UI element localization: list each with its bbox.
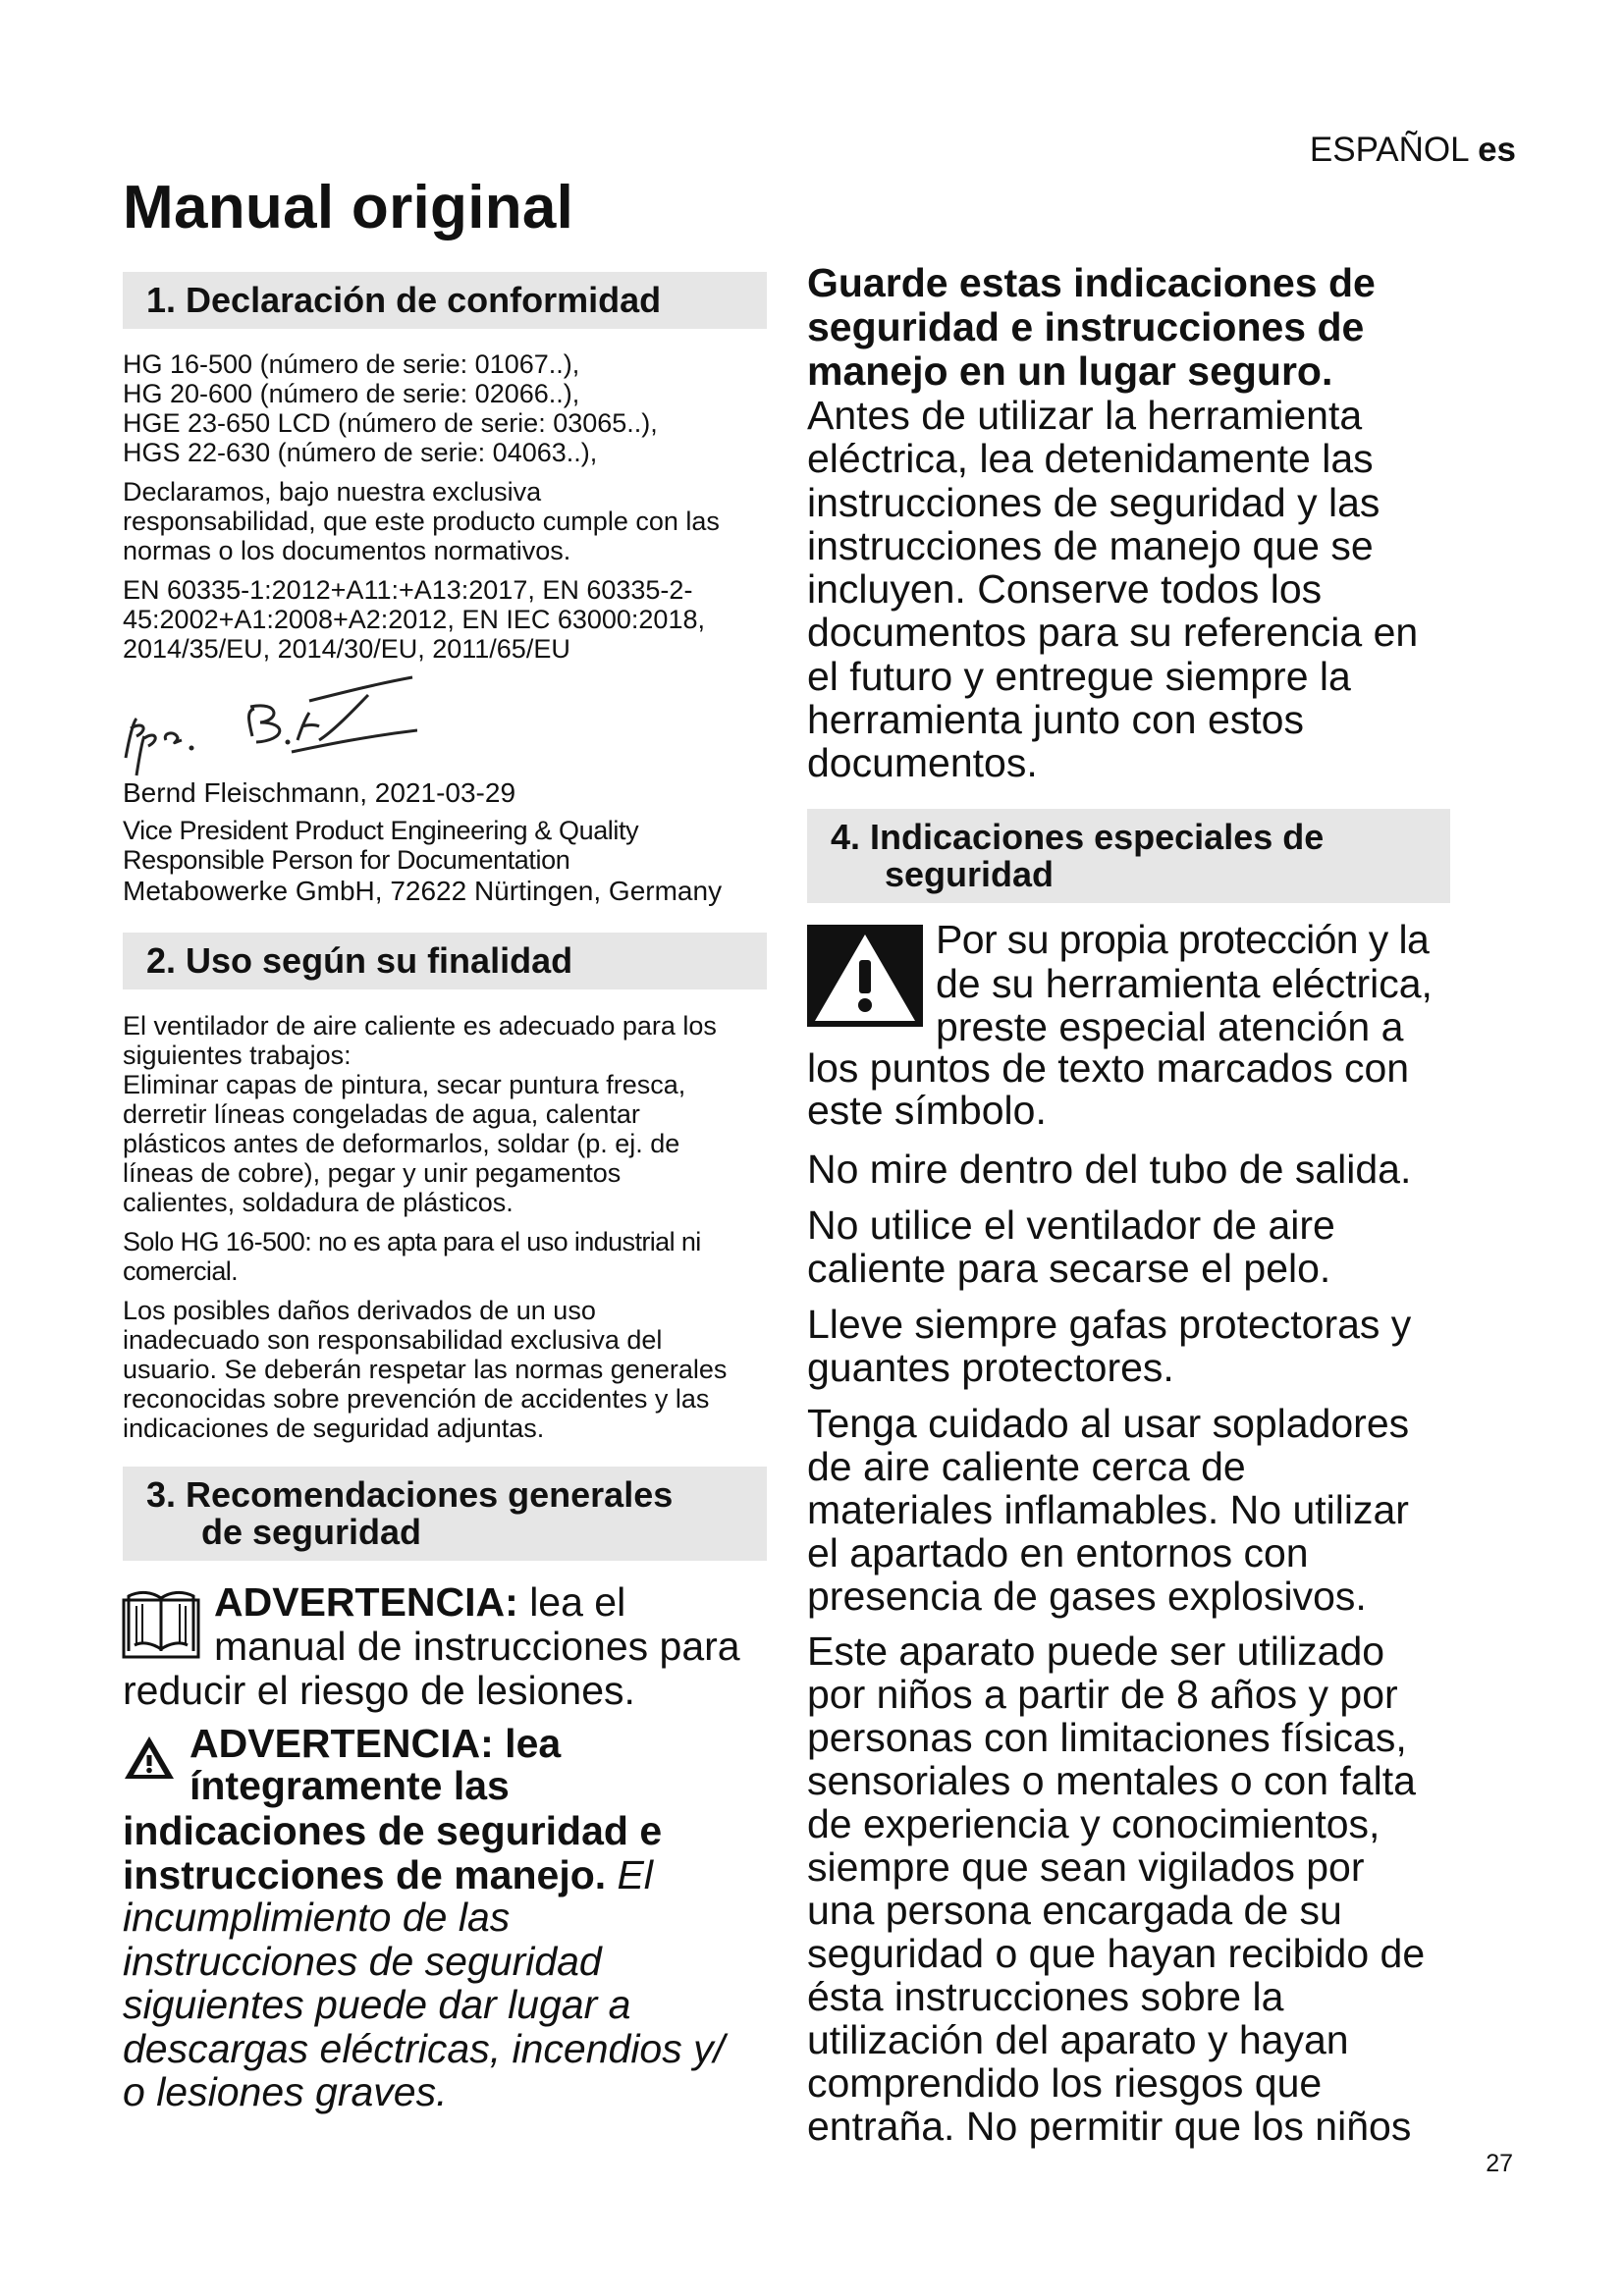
warning-manual-line2: manual de instrucciones para (214, 1624, 740, 1669)
intended-use-text: El ventilador de aire caliente es adecuado para los siguientes trabajos: Eliminar capas de pintura, secar puntura fresca, derretir líneas congeladas de agua, calentar plásticos antes de deformarlos, soldar (p. ej. de líneas de cobre), pegar y unir pegamentos calientes, soldadura de plásticos. (123, 1011, 717, 1217)
warning-manual-line3: reducir el riesgo de lesiones. (123, 1668, 635, 1713)
model-list: HG 16-500 (número de serie: 01067..), HG 20-600 (número de serie: 02066..), HGE 23-650 LCD (número de serie: 03065..), HGS 22-630 (número de serie: 04063..), (123, 349, 658, 467)
symbol-note-rest: los puntos de texto marcados con este símbolo. (807, 1045, 1410, 1133)
warning-safety-line4 (123, 1853, 653, 1897)
liability-note: Los posibles daños derivados de un uso inadecuado son responsabilidad exclusiva del usuario. Se deberán respetar las normas generales reconocidas sobre prevención de accidentes y las indicaciones de seguridad adjuntas. (123, 1296, 728, 1443)
standards-list: EN 60335-1:2012+A11:+A13:2017, EN 60335-2- 45:2002+A1:2008+A2:2012, EN IEC 63000:2018, 2014/35/EU, 2014/30/EU, 2011/65/EU (123, 575, 705, 664)
heading-line: seguridad (885, 854, 1055, 894)
heading-line: 3. Recomendaciones generales (146, 1474, 674, 1515)
signer-name-date: Bernd Fleischmann, 2021-03-29 (123, 777, 516, 808)
warning-text: lea el (517, 1579, 626, 1625)
keep-instructions-heading: Guarde estas indicaciones de seguridad e instrucciones de manejo en un lugar seguro. (807, 260, 1376, 394)
warning-safety-bold-end: instrucciones de manejo. (123, 1852, 607, 1897)
symbol-note-line1: Por su propia protección y la (936, 917, 1430, 962)
language-label (1310, 131, 1516, 170)
safety-paragraph: Lleve siempre gafas protectoras y guantes protectores. (807, 1301, 1412, 1390)
warning-safety-italic-start: El (606, 1852, 653, 1897)
language-name: ESPAÑOL (1309, 131, 1469, 169)
warning-manual-line1 (214, 1580, 625, 1625)
company-address: Metabowerke GmbH, 72622 Nürtingen, Germany (123, 876, 723, 906)
intended-use-block (123, 1011, 776, 1453)
section-heading-special-safety (807, 809, 1450, 903)
manual-book-icon (121, 1586, 201, 1661)
signature-image (123, 671, 417, 779)
heading-line: de seguridad (201, 1512, 422, 1552)
warning-triangle-icon (123, 1734, 176, 1781)
heading-line: 4. Indicaciones especiales de (831, 817, 1325, 857)
safety-paragraph: Tenga cuidado al usar sopladores de aire caliente cerca de materiales inflamables. No utilizar el apartado en entornos con presencia de gases explosivos. (807, 1400, 1410, 1619)
warning-label: ADVERTENCIA: (214, 1579, 518, 1625)
safety-paragraph: Este aparato puede ser utilizado por niños a partir de 8 años y por personas con limitaciones físicas, sensoriales o mentales o con falta de experiencia y conocimientos, siempre que sean vigilados por una persona encargada de su seguridad o que hayan recibido de ésta instrucciones sobre la utilización del aparato y hayan comprendido los riesgos que entraña. No permitir que los niños (807, 1628, 1426, 2149)
warning-triangle-icon (807, 925, 923, 1027)
symbol-note-line2: de su herramienta eléctrica, (936, 961, 1433, 1006)
section-heading-declaration: 1. Declaración de conformidad (123, 272, 767, 329)
signer-role: Vice President Product Engineering & Quality Responsible Person for Documentation (123, 816, 639, 875)
declaration-text: Declaramos, bajo nuestra exclusiva responsabilidad, que este producto cumple con las normas o los documentos normativos. (123, 477, 720, 565)
warning-safety-line3: indicaciones de seguridad e (123, 1808, 663, 1853)
safety-paragraph: No mire dentro del tubo de salida. (807, 1147, 1412, 1192)
safety-paragraph: No utilice el ventilador de aire caliente para secarse el pelo. (807, 1201, 1335, 1291)
warning-safety-line2: íntegramente las (189, 1763, 510, 1808)
section-heading-intended-use: 2. Uso según su finalidad (123, 933, 767, 989)
signer-block (123, 778, 771, 916)
section-heading-general-safety (123, 1467, 767, 1561)
special-safety-list (807, 1148, 1475, 2160)
page-number: 27 (1486, 2150, 1513, 2177)
warning-consequences-text: incumplimiento de las instrucciones de seguridad siguientes puede dar lugar a descargas eléctricas, incendios y/ o lesiones graves. (123, 1895, 726, 2114)
warning-safety-line1: ADVERTENCIA: lea (189, 1721, 562, 1766)
language-code: es (1478, 131, 1516, 169)
symbol-note-line3: preste especial atención a (936, 1004, 1404, 1049)
page-title: Manual original (123, 174, 574, 241)
declaration-block (123, 349, 771, 673)
commercial-use-note: Solo HG 16-500: no es apta para el uso industrial ni comercial. (123, 1227, 701, 1286)
keep-instructions-text: Antes de utilizar la herramienta eléctrica, lea detenidamente las instrucciones de seguridad y las instrucciones de manejo que se incluyen. Conserve todos los documentos para su referencia en el futuro y entregue siempre la herramienta junto con estos documentos. (807, 393, 1419, 786)
